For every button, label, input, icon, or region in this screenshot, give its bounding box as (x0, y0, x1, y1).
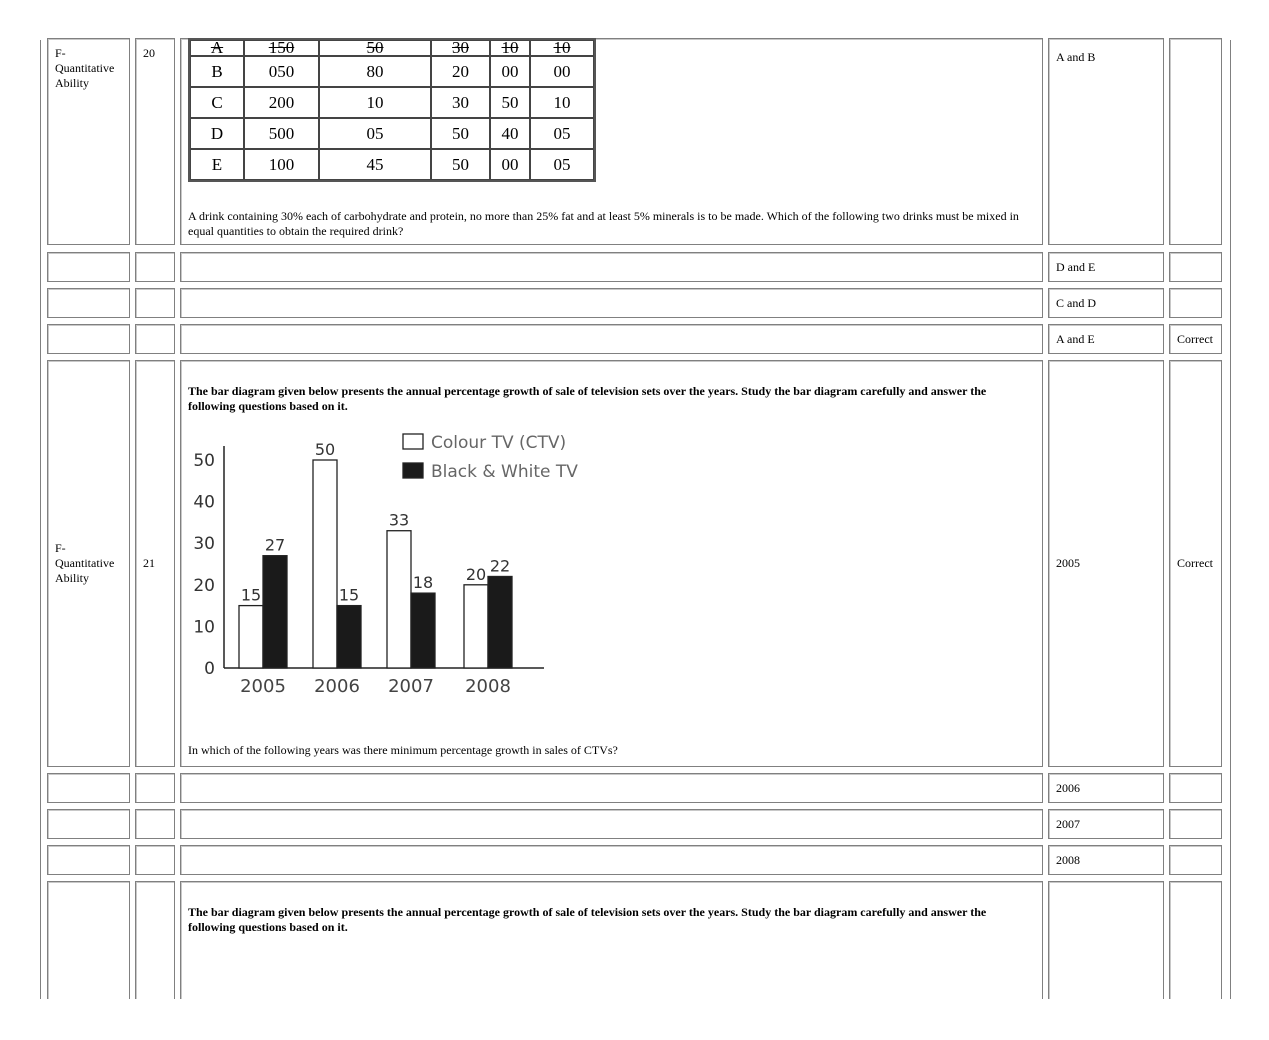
table-cell: 150 (244, 40, 319, 56)
q20-status-4: Correct (1177, 331, 1213, 346)
table-cell: 05 (530, 118, 594, 149)
page-bottom-margin (0, 999, 1269, 1040)
q21-section: F- Quantitative Ability (55, 541, 115, 585)
bar-bw (411, 593, 435, 668)
table-cell: 00 (490, 56, 530, 87)
q21-blank-cell (135, 845, 175, 875)
table-row (190, 87, 594, 118)
q20-nutrition-table (188, 38, 596, 182)
q20-blank-cell (47, 324, 130, 354)
q22-intro: The bar diagram given below presents the annual percentage growth of sale of television sets over the years. Study the bar diagram carefully and answer the following questions based on it. (188, 905, 987, 934)
q20-option-2: D and E (1056, 259, 1096, 274)
y-tick-label: 30 (193, 534, 215, 555)
q21-option-3: 2007 (1056, 816, 1080, 831)
table-cell: 50 (490, 87, 530, 118)
table-cell: C (190, 87, 244, 118)
bar-bw (488, 576, 512, 668)
q21-question-cell (180, 360, 1043, 767)
q20-blank-cell (135, 252, 175, 282)
page-top-margin (0, 0, 1269, 38)
legend-swatch (403, 463, 423, 478)
q20-status-cell (1169, 324, 1222, 354)
q21-option-4: 2008 (1056, 852, 1080, 867)
q20-status-cell (1169, 38, 1222, 245)
q21-status-cell (1169, 773, 1222, 803)
q21-status-cell (1169, 360, 1222, 767)
table-cell: E (190, 149, 244, 180)
q21-blank-cell (180, 809, 1043, 839)
table-cell: 500 (244, 118, 319, 149)
q20-option-cell[interactable] (1048, 38, 1164, 245)
table-cell: 30 (431, 40, 490, 56)
bar-ctv (387, 531, 411, 668)
q20-section-cell (47, 38, 130, 245)
table-cell: 20 (431, 56, 490, 87)
bar-ctv (313, 460, 337, 668)
data-label: 50 (314, 440, 336, 459)
q21-blank-cell (47, 845, 130, 875)
table-cell: 50 (431, 149, 490, 180)
q21-blank-cell (180, 845, 1043, 875)
table-cell: A (190, 40, 244, 56)
data-label: 33 (388, 510, 410, 530)
q20-option-row-3[interactable] (1048, 288, 1164, 318)
y-tick-label: 50 (193, 451, 215, 471)
q21-status-1: Correct (1177, 556, 1213, 570)
data-label: 18 (412, 573, 434, 593)
q20-number-cell (135, 38, 175, 245)
data-label: 20 (465, 564, 487, 584)
data-label: 15 (240, 585, 262, 605)
q20-blank-cell (180, 288, 1043, 318)
q20-blank-cell (180, 324, 1043, 354)
table-cell: 10 (490, 40, 530, 56)
legend-label: Colour TV (CTV) (431, 433, 567, 453)
q21-option-cell[interactable] (1048, 360, 1164, 767)
table-row (190, 149, 594, 180)
table-row (190, 118, 594, 149)
q20-blank-cell (47, 288, 130, 318)
q20-blank-cell (135, 324, 175, 354)
q22-section-cell (47, 881, 130, 1011)
q21-chart-svg (189, 431, 619, 706)
legend-swatch (403, 434, 423, 449)
bar-ctv (464, 585, 488, 668)
x-tick-label: 2005 (240, 676, 286, 697)
q21-status-cell (1169, 845, 1222, 875)
table-cell: B (190, 56, 244, 87)
bar-bw (337, 606, 361, 668)
q20-blank-cell (47, 252, 130, 282)
table-cell: 50 (431, 118, 490, 149)
table-cell: 80 (319, 56, 431, 87)
y-tick-label: 0 (204, 659, 215, 679)
y-tick-label: 40 (193, 492, 215, 513)
table-cell: 45 (319, 149, 431, 180)
q21-option-row-4[interactable] (1048, 845, 1164, 875)
q20-option-row-2[interactable] (1048, 252, 1164, 282)
q20-blank-cell (135, 288, 175, 318)
x-tick-label: 2008 (465, 676, 511, 697)
q22-status-cell (1169, 881, 1222, 1011)
q21-status-cell (1169, 809, 1222, 839)
q21-number: 21 (143, 556, 155, 570)
q22-question-cell (180, 881, 1043, 1011)
q21-option-2: 2006 (1056, 780, 1080, 795)
table-cell: 10 (319, 87, 431, 118)
table-row (190, 56, 594, 87)
table-cell: 30 (431, 87, 490, 118)
table-cell: 100 (244, 149, 319, 180)
q21-option-1: 2005 (1056, 556, 1080, 570)
table-cell: 05 (530, 149, 594, 180)
table-cell: 200 (244, 87, 319, 118)
q21-blank-cell (135, 809, 175, 839)
table-cell: 10 (530, 87, 594, 118)
table-cell: 40 (490, 118, 530, 149)
q21-number-cell (135, 360, 175, 767)
q21-blank-cell (180, 773, 1043, 803)
table-cell: 050 (244, 56, 319, 87)
x-tick-label: 2007 (388, 676, 434, 697)
bar-ctv (239, 606, 263, 668)
q21-blank-cell (47, 773, 130, 803)
table-cell: 00 (490, 149, 530, 180)
table-cell: 50 (319, 40, 431, 56)
x-tick-label: 2006 (314, 676, 360, 697)
q20-blank-cell (180, 252, 1043, 282)
q20-question-text: A drink containing 30% each of carbohydrate and protein, no more than 25% fat and at least 5% minerals is to be made. Which of the following two drinks must be mixed in equal quantities to obtain the required drink? (188, 209, 1019, 238)
q21-blank-cell (135, 773, 175, 803)
y-tick-label: 20 (193, 575, 215, 596)
table-cell: 10 (530, 40, 594, 56)
table-row (190, 40, 594, 56)
q22-number-cell (135, 881, 175, 1011)
q21-option-row-3[interactable] (1048, 809, 1164, 839)
table-cell: 00 (530, 56, 594, 87)
q20-status-cell (1169, 252, 1222, 282)
data-label: 22 (489, 556, 511, 576)
q21-option-row-2[interactable] (1048, 773, 1164, 803)
data-label: 15 (338, 585, 360, 605)
q21-blank-cell (47, 809, 130, 839)
q20-number: 20 (143, 46, 155, 60)
q20-option-row-4[interactable] (1048, 324, 1164, 354)
data-label: 27 (264, 535, 286, 555)
table-cell: 05 (319, 118, 431, 149)
legend-label: Black & White TV (431, 462, 578, 482)
q20-option-1: A and B (1056, 50, 1096, 64)
q22-option-cell (1048, 881, 1164, 1011)
q21-section-cell (47, 360, 130, 767)
q20-section: F- Quantitative Ability (55, 46, 115, 90)
table-cell: D (190, 118, 244, 149)
q21-intro: The bar diagram given below presents the annual percentage growth of sale of television sets over the years. Study the bar diagram carefully and answer the following questions based on it. (188, 384, 987, 413)
y-tick-label: 10 (193, 617, 215, 638)
q20-option-4: A and E (1056, 331, 1095, 346)
q20-status-cell (1169, 288, 1222, 318)
q21-question-text: In which of the following years was there minimum percentage growth in sales of CTVs? (188, 743, 618, 757)
q20-option-3: C and D (1056, 295, 1096, 310)
bar-bw (263, 556, 287, 668)
